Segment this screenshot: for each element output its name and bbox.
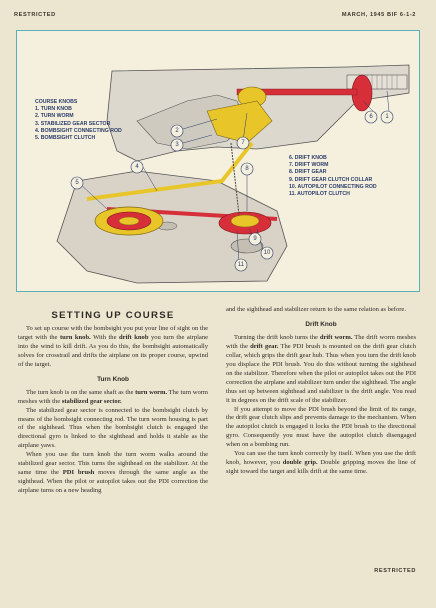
drift-paragraph-1: Turning the drift knob turns the drift worm. The drift worm meshes with the drift gear. The PDI brush is mounted on the drift gear clutch collar, which grips the drift gear hub. Thus when you turn the drift knob you displace the PDI brush. You do this without turning the sighthead on the stabilizer. Therefore when the pilot or autopilot takes out the PDI correction the airplane and stabilizer turn under the sighthead. The angle thus set up between sighthead and stabilizer is the drift angle. You read it in degrees on the drift scale of the stabilizer. bbox=[226, 333, 416, 404]
callout-8: 8 bbox=[245, 166, 249, 172]
right-column bbox=[226, 306, 416, 477]
callout-1: 1 bbox=[385, 114, 389, 120]
legend-drift-knobs bbox=[289, 155, 377, 198]
legend-item: 1. TURN KNOB bbox=[35, 106, 72, 113]
legend-item: 2. TURN WORM bbox=[35, 113, 74, 120]
turn-knob-heading: Turn Knob bbox=[97, 375, 129, 383]
continued-paragraph: and the sighthead and stabilizer return to the same relation as before. bbox=[226, 306, 406, 313]
drift-gear bbox=[231, 215, 259, 227]
legend-item: 8. DRIFT GEAR bbox=[289, 169, 327, 176]
callout-6: 6 bbox=[369, 114, 373, 120]
callout-9: 9 bbox=[253, 236, 257, 242]
header-right: MARCH, 1945 BIF 6-1-2 bbox=[341, 12, 416, 18]
callout-11: 11 bbox=[237, 262, 245, 268]
legend-item: 9. DRIFT GEAR CLUTCH COLLAR bbox=[289, 176, 373, 183]
legend-item: 10. AUTOPILOT CONNECTING ROD bbox=[289, 183, 377, 190]
callout-3: 3 bbox=[175, 142, 179, 148]
clutch-hub bbox=[119, 217, 139, 225]
footer-restricted: RESTRICTED bbox=[374, 568, 416, 574]
legend-item: 5. BOMBSIGHT CLUTCH bbox=[35, 135, 96, 142]
legend-item: 3. STABILIZED GEAR SECTOR bbox=[35, 120, 111, 127]
intro-paragraph: To set up course with the bombsight you put your line of sight on the target with the turn knob. With the drift knob you turn the airplane into the wind to kill drift. As you do this, the bombsight automatically solves for crosstrail and drifts the airplane on its proper course, upwind of the target. bbox=[18, 324, 209, 368]
legend-title: COURSE KNOBS bbox=[35, 99, 78, 105]
article-title: SETTING UP COURSE bbox=[51, 310, 175, 321]
drift-knob-heading: Drift Knob bbox=[305, 320, 337, 328]
mechanism-illustration bbox=[16, 30, 420, 292]
callout-4: 4 bbox=[135, 164, 139, 170]
callout-7: 7 bbox=[241, 140, 245, 146]
callout-10: 10 bbox=[263, 250, 271, 256]
legend-course-knobs bbox=[35, 99, 122, 142]
legend-item: 7. DRIFT WORM bbox=[289, 162, 329, 169]
header-left: RESTRICTED bbox=[14, 12, 56, 18]
legend-item: 6. DRIFT KNOB bbox=[289, 155, 327, 161]
callout-2: 2 bbox=[175, 128, 179, 134]
turn-paragraph-1: The turn knob is on the same shaft as the turn worm. The turn worm meshes with the stabilized gear sector. bbox=[18, 388, 208, 405]
drift-paragraph-3: You can use the turn knob correctly by itself. When you use the drift knob, however, you double grip. Double gripping moves the line of sight toward the target and kills drift at the same time. bbox=[226, 450, 416, 476]
left-column bbox=[18, 306, 208, 496]
drift-paragraph-2: If you attempt to move the PDI brush beyond the limit of its range, the drift gear clutch slips and prevents damage to the mechanism. When the autopilot clutch is engaged it locks the PDI brush to the directional gyro. Consequently you must have the autopilot clutch disengaged when on a bombing run. bbox=[226, 405, 416, 449]
legend-item: 11. AUTOPILOT CLUTCH bbox=[289, 191, 350, 198]
callout-5: 5 bbox=[75, 180, 79, 186]
turn-paragraph-3: When you use the turn knob the turn worm walks around the stabilized gear sector. This turns the sighthead on the stabilizer. At the same time the PDI brush moves through the same angle as the sighthead. When the pilot or autopilot takes out the PDI correction the airplane turns on a new heading bbox=[18, 451, 208, 495]
legend-item: 4. BOMBSIGHT CONNECTING ROD bbox=[35, 127, 122, 134]
turn-paragraph-2: The stabilized gear sector is connected to the bombsight clutch by means of the bombsight connecting rod. The turn worm housing is part of the sighthead. Thus when the bombsight clutch is engaged the directional gyro is linked to the sighthead and holds it stable as the airplane yaws. bbox=[18, 406, 208, 450]
